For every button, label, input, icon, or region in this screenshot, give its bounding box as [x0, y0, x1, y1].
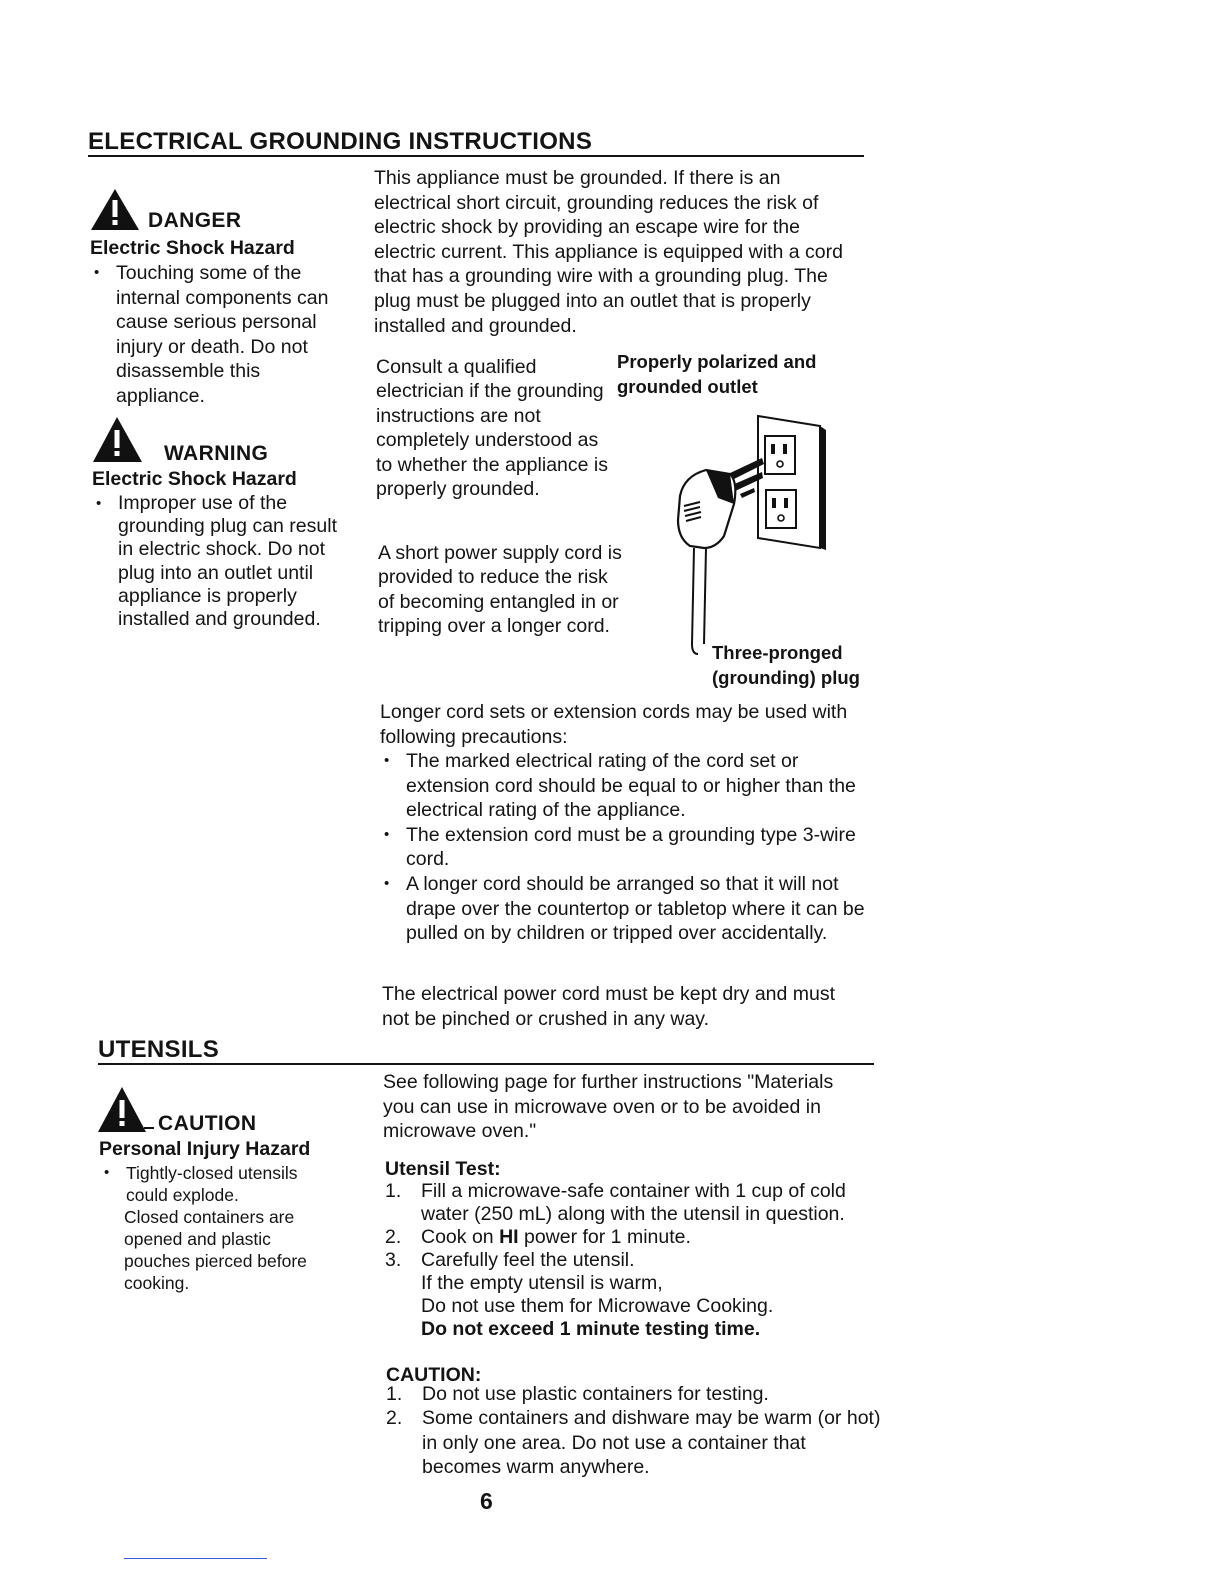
short-cord-paragraph: A short power supply cord is provided to reduce the risk of becoming entangled in or tripping over a longer cord.: [378, 542, 622, 638]
precaution-item: • A longer cord should be arranged so that it will not drape over the countertop or tabletop where it can be pulled on by children or tripped over accidentally.: [380, 872, 870, 946]
precaution-item: • The extension cord must be a grounding type 3-wire cord.: [380, 823, 870, 872]
caution-label: CAUTION: [158, 1112, 257, 1135]
utensil-test-heading: Utensil Test:: [385, 1158, 501, 1180]
warning-triangle-icon: [92, 416, 146, 464]
caution-step: 2. Some containers and dishware may be warm (or hot) in only one area. Do not use a container that becomes warm anywhere.: [386, 1407, 881, 1479]
danger-label: DANGER: [148, 209, 242, 232]
section-title-utensils: UTENSILS: [98, 1036, 220, 1063]
caution-bullet: • Tightly-closed utensils could explode.: [100, 1162, 322, 1206]
caution-step: 1. Do not use plastic containers for testing.: [386, 1383, 769, 1405]
caution-body: Closed containers are opened and plastic pouches pierced before cooking.: [124, 1207, 307, 1293]
plug-outlet-illustration: [670, 408, 835, 665]
danger-hazard-title: Electric Shock Hazard: [90, 237, 295, 259]
see-following-paragraph: See following page for further instructions "Materials you can use in microwave oven or to be avoided in microwave oven.": [383, 1071, 834, 1143]
step3-line: Do not use them for Microwave Cooking.: [421, 1295, 774, 1317]
precaution-item: • The marked electrical rating of the cord set or extension cord should be equal to or higher than the electrical rating of the appliance.: [380, 749, 870, 823]
warning-hazard-title: Electric Shock Hazard: [92, 468, 297, 490]
step3-line: If the empty utensil is warm,: [421, 1272, 663, 1294]
warning-label: WARNING: [164, 442, 269, 465]
caution-steps: [386, 1382, 886, 1480]
longer-cords-intro: Longer cord sets or extension cords may be used with following precautions:: [380, 701, 848, 748]
utensil-test-step: 1. Fill a microwave-safe container with 1 cup of cold water (250 mL) along with the utensil in question.: [385, 1180, 846, 1225]
warning-triangle-icon: [98, 1086, 154, 1136]
warning-bullet-list: [92, 492, 348, 631]
consult-electrician-paragraph: Consult a qualified electrician if the grounding instructions are not completely understood as to whether the appliance is properly grounded.: [376, 356, 608, 501]
caution-bullet-list: [100, 1162, 322, 1206]
footer-rule: [124, 1558, 267, 1559]
section-rule-utensils: [98, 1063, 874, 1065]
outlet-label: Properly polarized and grounded outlet: [617, 351, 817, 397]
utensil-test-steps: [385, 1180, 885, 1341]
step3-emphasis: Do not exceed 1 minute testing time.: [421, 1318, 761, 1340]
danger-bullet: • Touching some of the internal components can cause serious personal injury or death. Do not disassemble this appliance.: [90, 261, 350, 409]
warning-bullet: • Improper use of the grounding plug can result in electric shock. Do not plug into an outlet until appliance is properly installed and grounded.: [92, 492, 348, 631]
grounding-intro-paragraph: This appliance must be grounded. If there is an electrical short circuit, grounding reduces the risk of electric shock by providing an escape wire for the electric current. This appliance is equipped with a cord that has a grounding wire with a grounding plug. The plug must be plugged into an outlet that is properly installed and grounded.: [374, 167, 843, 337]
caution-hazard-title: Personal Injury Hazard: [99, 1138, 311, 1160]
plug-label: Three-pronged (grounding) plug: [712, 642, 860, 688]
danger-bullet-list: [90, 261, 350, 409]
utensil-test-step: 3. Carefully feel the utensil. If the empty utensil is warm, Do not use them for Microwave Cooking. Do not exceed 1 minute testing time.: [385, 1249, 885, 1341]
cord-closing-paragraph: The electrical power cord must be kept dry and must not be pinched or crushed in any way.: [382, 983, 836, 1030]
warning-triangle-icon: [90, 188, 144, 232]
section-rule-grounding: [88, 155, 864, 157]
precautions-list: [380, 749, 870, 946]
caution-list-heading: CAUTION:: [386, 1364, 482, 1386]
page-number: 6: [480, 1488, 493, 1514]
section-title-grounding: ELECTRICAL GROUNDING INSTRUCTIONS: [88, 128, 593, 155]
utensil-test-step: 2. Cook on HI power for 1 minute.: [385, 1226, 691, 1248]
